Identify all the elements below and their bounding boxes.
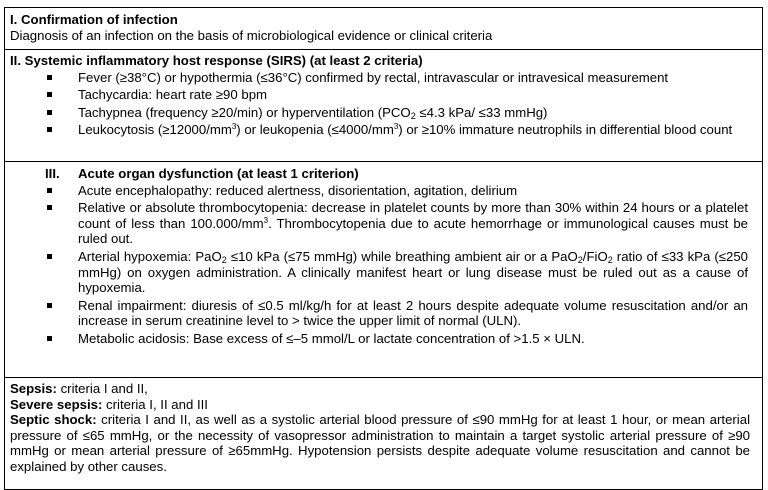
section-3-title: III. Acute organ dysfunction (at least 1 criterion) [45,166,359,181]
section-1-title: I. Confirmation of infection [10,12,178,27]
criteria-table [4,7,763,490]
leukocytosis-criterion: Leukocytosis $(\ge 12000/mm^3)$ or leukopenia $(\le 4000/mm^3)$ or ≥10% immature neutrophils in differential blood count [78,122,733,138]
septic-shock-definition: Septic shock: criteria I and II, as well as a systolic arterial blood pressure of ≤90 mmHg for at least 1 hour, or mean arterial pressure of ≤65 mmHg, or the necessity of vasopressor administration to maintain a target systolic arterial pressure of ≥90 mmHg or mean arterial pressure of ≥65mmHg. Hypotension persists despite adequate volume resuscitation and cannot be explained by other causes. [10,412,750,474]
list-item [10,105,762,121]
section-3-numeral: III. [45,166,60,181]
section-1-text: Diagnosis of an infection on the basis of microbiological evidence or clinical criteria [10,27,493,43]
severe-sepsis-definition: Severe sepsis: criteria I, II and III [10,396,208,412]
square-bullet-icon [47,303,52,308]
square-bullet-icon [47,254,52,259]
section-2-title: II. Systemic inflammatory host response (SIRS) (at least 2 criteria) [10,53,423,68]
sepsis-definition: Sepsis: criteria I and II, [10,381,148,396]
square-bullet-icon [47,127,52,132]
section-definitions [5,377,762,489]
acidosis-criterion: Metabolic acidosis: Base excess of ≤–5 mmol/L or lactate concentration of >1.5 × ULN. [78,330,585,346]
square-bullet-icon [47,205,52,210]
square-bullet-icon [47,110,52,115]
section-sirs [5,49,762,161]
square-bullet-icon [47,92,52,97]
thrombocytopenia-criterion: Relative or absolute thrombocytopenia: decrease in platelet counts by more than 30% within 24 hours or a platelet count of less than $100.000/mm^3$. Thrombocytopenia due to acute hemorrhage or immunological causes must be ruled out. [78,200,748,247]
renal-criterion: Renal impairment: diuresis of ≤0.5 ml/kg/h for at least 2 hours despite adequate volume resuscitation and/or an increase in serum creatinine level to > twice the upper limit of normal (ULN). [78,297,748,329]
list-item [10,249,762,296]
tachycardia-criterion: Tachycardia: heart rate ≥90 bpm [78,87,268,103]
square-bullet-icon [47,336,52,341]
encephalopathy-criterion: Acute encephalopathy: reduced alertness, disorientation, agitation, delirium [78,182,518,198]
list-item [10,298,762,329]
list-item [10,70,762,86]
list-item [10,331,762,347]
list-item [10,183,762,199]
section-organ-dysfunction [5,161,762,377]
list-item [10,200,762,247]
square-bullet-icon [47,75,52,80]
list-item [10,87,762,103]
tachypnea-criterion: Tachypnea (frequency ≥20/min) or hyperventilation ($PCO_2 \le 4.3$ kPa/ ≤33 mmHg) [78,104,548,121]
square-bullet-icon [47,188,52,193]
organ-dysfunction-list [10,183,762,347]
hypoxemia-criterion: Arterial hypoxemia: PaO$_2$ ≤10 kPa (≤75 mmHg) while breathing ambient air or a PaO$_2$/FiO$_2$ ratio of ≤33 kPa (≤250 mmHg) on oxygen administration. A clinically manifest heart or lung disease must be ruled out as a cause of hypoxemia. [78,248,749,296]
fever-criterion: Fever (≥38°C) or hypothermia (≤36°C) confirmed by rectal, intravascular or intravesical measurement [78,69,669,85]
section-confirmation-of-infection [5,8,762,49]
sirs-criteria-list [10,70,762,138]
list-item [10,122,762,138]
